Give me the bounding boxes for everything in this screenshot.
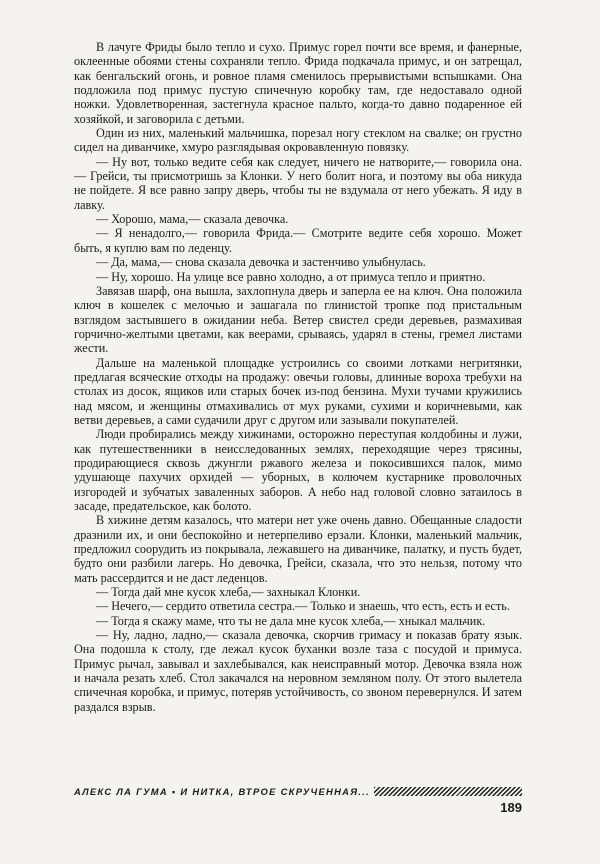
paragraph: Завязав шарф, она вышла, захлопнула дверь и заперла ее на ключ. Она положила ключ в кошелек с мелочью и зашагала по глинистой тропке под пристальным взглядом застывшего в ожидании неба. Ветер свистел среди деревьев, размахивая горчично-желтыми цветами, как веерами, срываясь, ударял в стены, гремел листами жести. bbox=[74, 283, 522, 356]
paragraph: — Тогда дай мне кусок хлеба,— захныкал Клонки. bbox=[96, 585, 361, 600]
page-number: 189 bbox=[500, 800, 522, 815]
paragraph: — Нечего,— сердито ответила сестра.— Только и знаешь, что есть, есть и есть. bbox=[96, 599, 510, 614]
decorative-hatch-rule bbox=[374, 787, 522, 796]
paragraph: Люди пробирались между хижинами, осторожно переступая колдобины и лужи, как путешественники в неисследованных землях, переходящие через трясины, продирающиеся сквозь джунгли ржавого железа и покосившихся палок, мимо удушающе пахучих орхидей — уборных, в колючем кустарнике проволочных изгородей и зубчатых заваленных заборов. А небо над головой словно затаилось в засаде, предательское, как болото. bbox=[74, 427, 522, 513]
paragraph: В лачуге Фриды было тепло и сухо. Примус горел почти все время, и фанерные, оклеенные обоями стены сохраняли тепло. Фрида подкачала примус, и он затрещал, как бенгальский огонь, и ровное пламя сменилось прерывистыми вспышками. Она подложила под примус пустую спичечную коробку там, где недоставало одной ножки. Удовлетворенная, застегнула красное пальто, когда-то давно подаренное ей хозяйкой, и заговорила с детьми. bbox=[74, 40, 522, 126]
paragraph: Дальше на маленькой площадке устроились со своими лотками негритянки, предлагая всяческие отходы на продажу: овечьи головы, длинные вороха требухи на столах из досок, ящиков или старых бочек из-под бензина. Мухи тучами кружились над мясом, и женщины отмахивались от мух руками, сухими и коричневыми, как ветви деревьев, а сами судачили друг с другом или зазывали покупателей. bbox=[74, 355, 522, 427]
paragraph: В хижине детям казалось, что матери нет уже очень давно. Обещанные сладости дразнили их, и они беспокойно и нетерпеливо ерзали. Клонки, маленький мальчик, предложил соорудить из покрывала, лежавшего на диванчике, палатку, и пусть будет, будто они разбили лагерь. Но девочка, Грейси, сказала, что это нельзя, потому что мать рассердится и не даст леденцов. bbox=[74, 513, 522, 585]
paragraph: — Да, мама,— снова сказала девочка и застенчиво улыбнулась. bbox=[96, 255, 426, 270]
paragraph: — Хорошо, мама,— сказала девочка. bbox=[96, 212, 289, 227]
paragraph: Один из них, маленький мальчишка, порезал ногу стеклом на свалке; он грустно сидел на диванчике, хмуро разглядывая окровавленную повязку. bbox=[74, 126, 522, 155]
page-footer bbox=[74, 783, 522, 799]
running-head: АЛЕКС ЛА ГУМА ▪ И НИТКА, ВТРОЕ СКРУЧЕННАЯ... bbox=[74, 785, 371, 797]
text-column bbox=[74, 40, 522, 714]
paragraph: — Я ненадолго,— говорила Фрида.— Смотрите ведите себя хорошо. Может быть, я куплю вам по леденцу. bbox=[74, 226, 522, 255]
paragraph: — Тогда я скажу маме, что ты не дала мне кусок хлеба,— хныкал мальчик. bbox=[96, 613, 486, 628]
paragraph: — Ну, ладно, ладно,— сказала девочка, скорчив гримасу и показав брату язык. Она подошла к столу, где лежал кусок буханки возле таза с посудой и примуса. Примус рычал, завывал и захлебывался, как неисправный мотор. Девочка взяла нож и начала резать хлеб. Стол закачался на неровном земляном полу. От этого вылетела спичечная коробка, и примус, потеряв устойчивость, со звоном перевернулся. И затем раздался взрыв. bbox=[74, 628, 522, 714]
paragraph: — Ну, хорошо. На улице все равно холодно, а от примуса тепло и приятно. bbox=[96, 269, 486, 284]
paragraph: — Ну вот, только ведите себя как следует, ничего не натворите,— говорила она.— Грейси, ты присмотришь за Клонки. У него болит нога, и поэтому вы оба никуда не пойдете. Я все равно запру дверь, чтобы ты не вздумала от него убежать. Я иду в лавку. bbox=[74, 154, 522, 212]
